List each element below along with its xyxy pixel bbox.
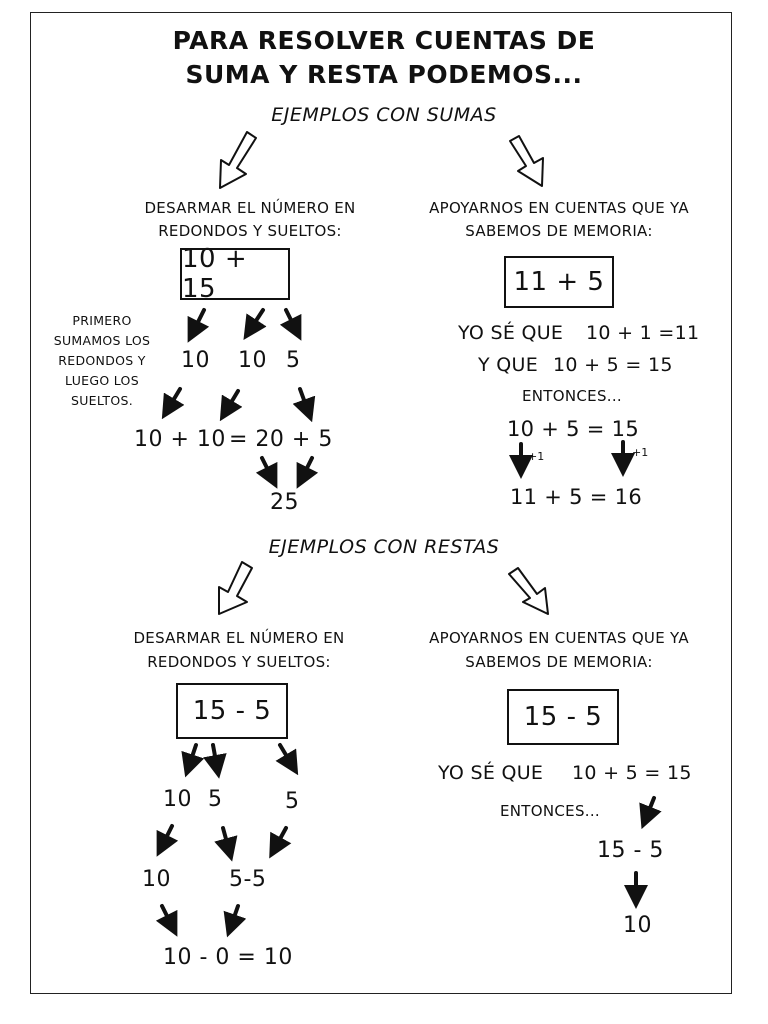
arrow-icon [193,310,204,332]
big-arrow-icon [220,132,256,188]
sumas-fact2-prefix: Y QUE [478,354,539,376]
arrow-icon [223,828,229,850]
page-title-line1: PARA RESOLVER CUENTAS DE [172,26,596,55]
sumas-fact2-eq: 10 + 5 = 15 [553,354,673,376]
note-line: SUELTOS. [70,393,133,408]
big-arrow-icon [509,568,548,614]
caption-restas-right-line2: SABEMOS DE MEMORIA: [465,653,653,671]
sumas-left-box: 10 + 15 [180,248,290,300]
big-arrow-icon [219,562,252,614]
caption-restas-right-line1: APOYARNOS EN CUENTAS QUE YA [429,629,689,647]
page-title-line2: SUMA Y RESTA PODEMOS... [185,60,583,89]
section-label-sumas: EJEMPLOS CON SUMAS [271,104,497,126]
note-line: PRIMERO [72,313,132,328]
arrow-icon [162,826,172,846]
restas-part: 5 [285,789,300,814]
restas-part: 10 [163,787,192,812]
restas-part: 5 [208,787,223,812]
sumas-known: 10 + 5 = 15 [507,417,639,441]
sumas-part: 10 [181,348,210,373]
sumas-fact1-prefix: YO SÉ QUE [458,322,564,344]
caption-sumas-left-line2: REDONDOS Y SUELTOS: [158,222,342,240]
arrow-icon [646,798,654,818]
arrow-icon [300,389,308,411]
arrow-icon [250,310,263,330]
sumas-row-b: = 20 + 5 [229,427,333,452]
restas-result: 10 - 0 = 10 [163,945,293,970]
arrow-icon [226,391,238,411]
sumas-entonces: ENTONCES... [522,387,622,405]
sumas-part: 5 [286,348,301,373]
note-line: REDONDOS Y [58,353,146,368]
arrow-icon [231,906,238,926]
arrow-icon [168,389,180,409]
sumas-right-box: 11 + 5 [504,256,614,308]
restas-fact-prefix: YO SÉ QUE [438,762,544,784]
big-arrow-icon [510,136,543,186]
sumas-fact1-eq: 10 + 1 =11 [586,322,700,344]
sumas-answer: 11 + 5 = 16 [510,485,642,509]
restas-entonces: ENTONCES... [500,802,600,820]
sumas-result: 25 [270,490,299,515]
restas-row-b: 5-5 [229,867,267,892]
arrow-icon [275,828,286,848]
sumas-plus-left: +1 [528,450,545,463]
arrow-icon [302,458,312,478]
restas-answer: 10 [623,913,652,938]
arrow-icon [162,906,172,926]
restas-known: 15 - 5 [597,838,664,863]
caption-restas-left-line1: DESARMAR EL NÚMERO EN [133,629,345,647]
section-label-restas: EJEMPLOS CON RESTAS [268,536,500,558]
caption-restas-left-line2: REDONDOS Y SUELTOS: [147,653,331,671]
note-line: LUEGO LOS [65,373,139,388]
restas-left-box: 15 - 5 [176,683,288,739]
sumas-part: 10 [238,348,267,373]
sumas-plus-right: +1 [632,446,649,459]
caption-sumas-left-line1: DESARMAR EL NÚMERO EN [144,199,356,217]
arrow-icon [280,745,292,765]
restas-right-box: 15 - 5 [507,689,619,745]
caption-sumas-right-line1: APOYARNOS EN CUENTAS QUE YA [429,199,689,217]
arrow-icon [213,745,217,767]
arrow-icon [262,458,272,478]
arrow-icon [286,310,296,330]
restas-row-a: 10 [142,867,171,892]
restas-fact-eq: 10 + 5 = 15 [572,762,692,784]
sumas-row-a: 10 + 10 [134,427,226,452]
arrow-icon [189,745,196,766]
caption-sumas-right-line2: SABEMOS DE MEMORIA: [465,222,653,240]
note-line: SUMAMOS LOS [53,333,151,348]
